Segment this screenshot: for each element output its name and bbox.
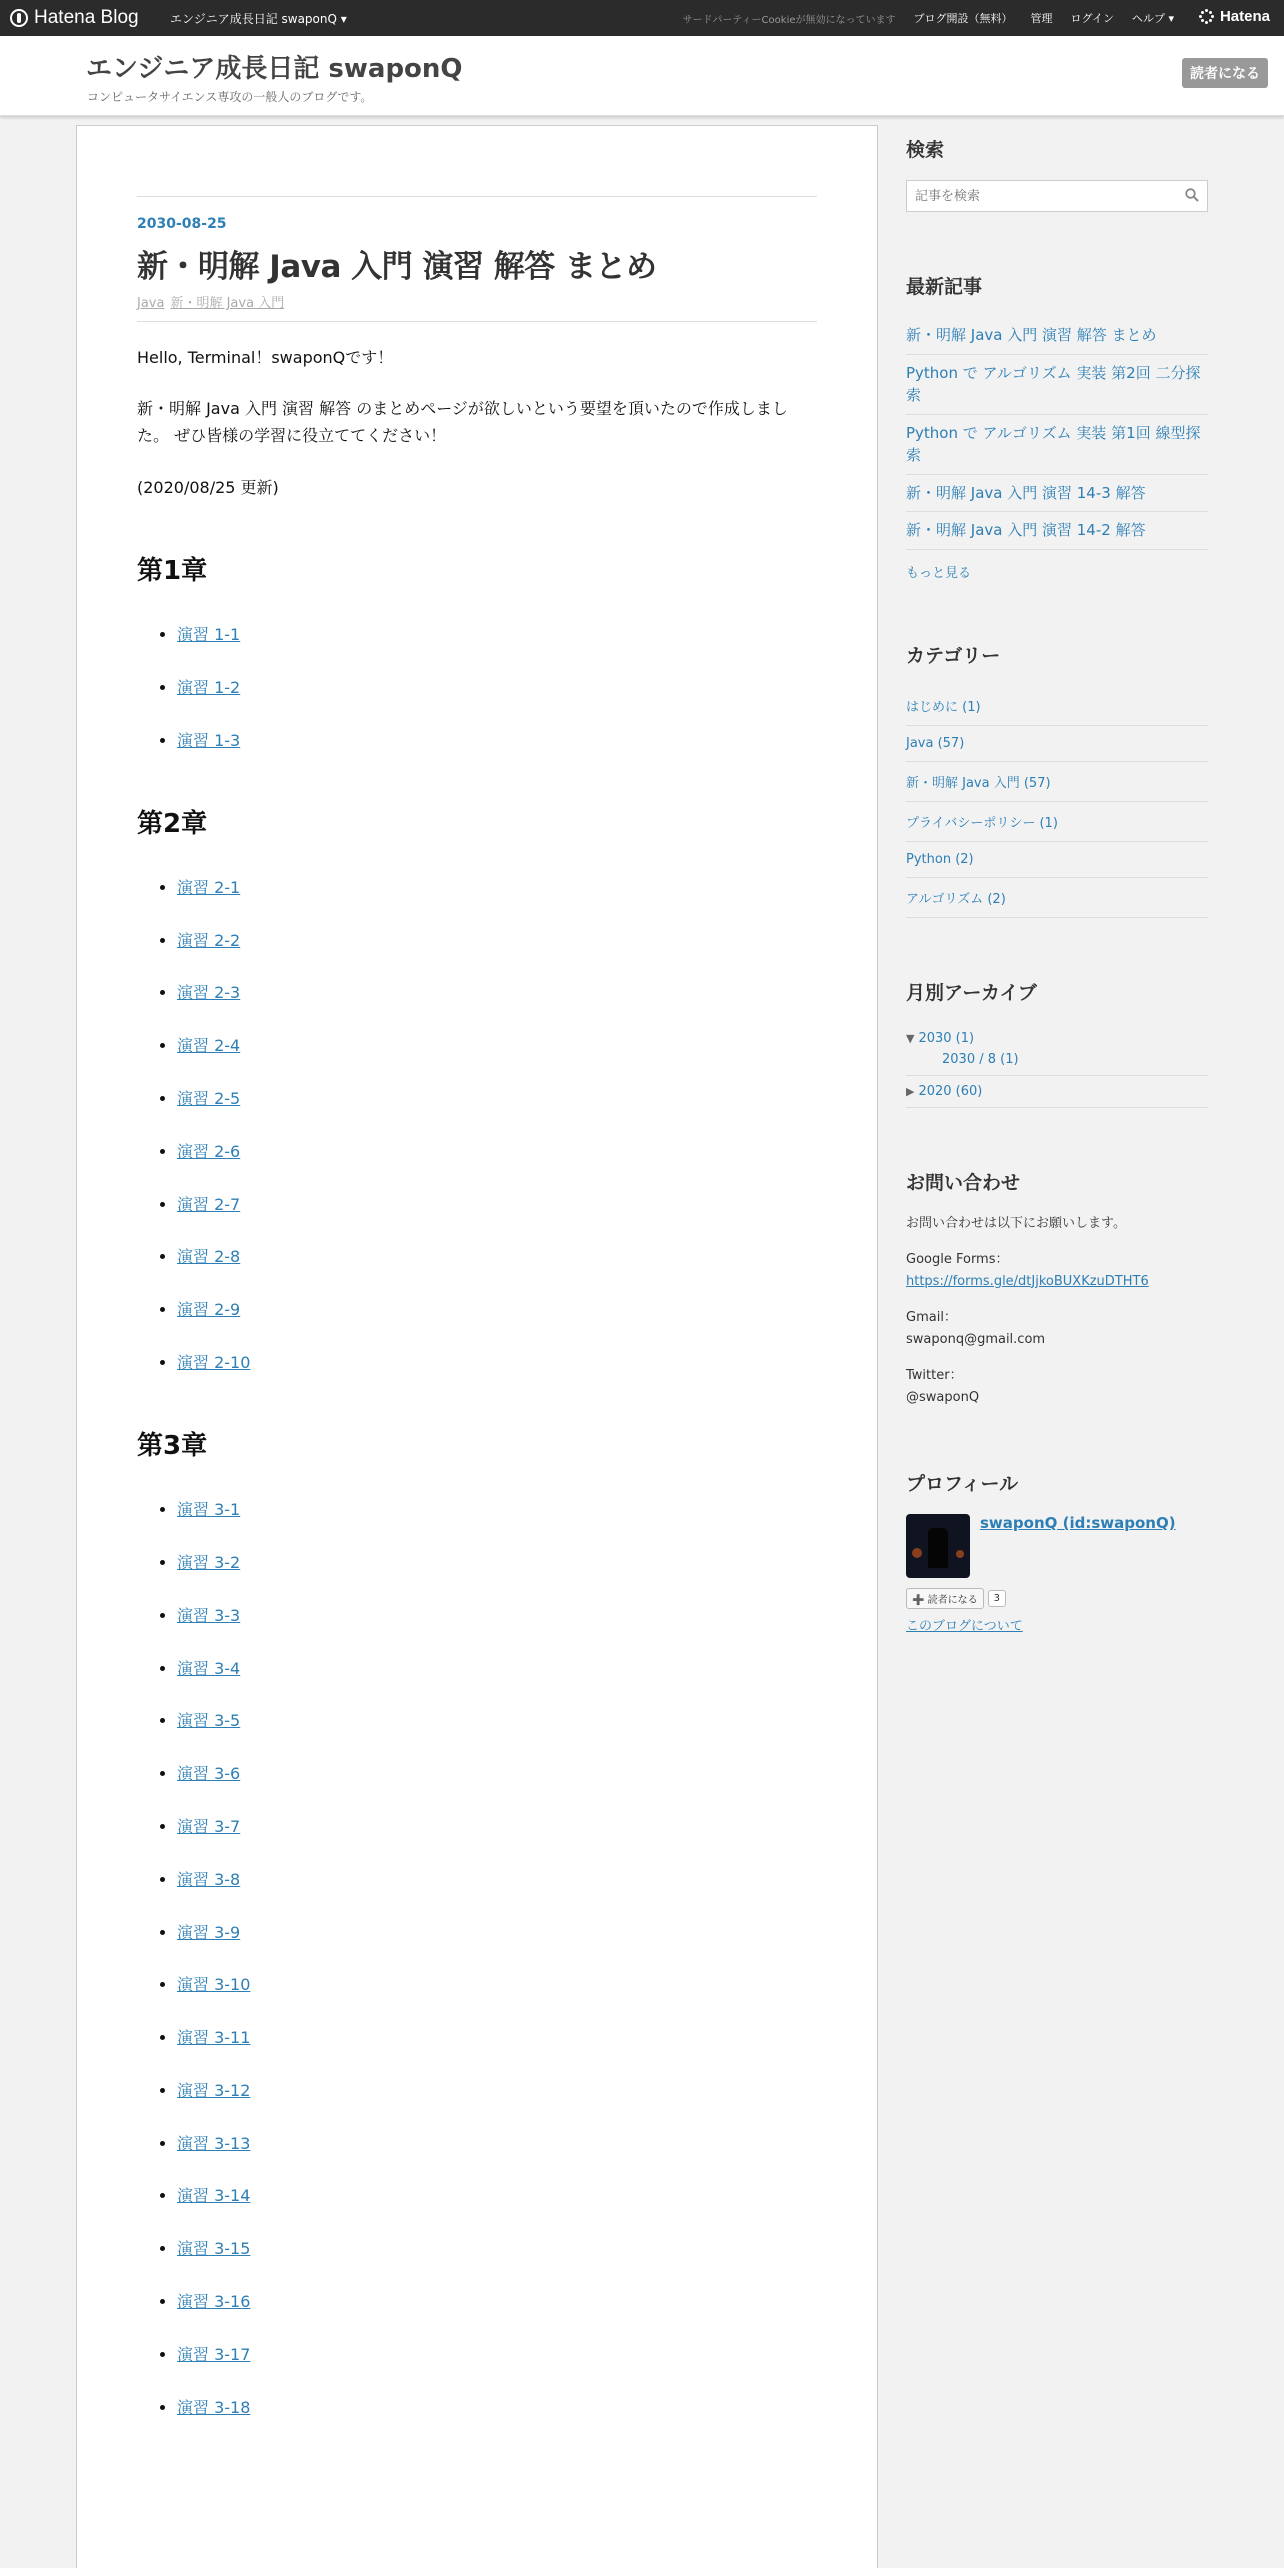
logo-text: Hatena Blog (34, 7, 139, 28)
exercise-link[interactable]: 演習 2-2 (177, 930, 241, 950)
exercise-link[interactable]: 演習 3-13 (177, 2133, 251, 2153)
exercise-link[interactable]: 演習 3-18 (177, 2397, 251, 2417)
list-item (177, 1496, 817, 1523)
blog-description: コンピュータサイエンス専攻の一般人のブログです。 (87, 90, 373, 104)
gmail-address: swaponq@gmail.com (906, 1331, 1046, 1347)
list-item (177, 1549, 817, 1576)
exercise-link[interactable]: 演習 3-17 (177, 2344, 251, 2364)
categories-module (906, 641, 1208, 918)
exercise-link[interactable]: 演習 2-6 (177, 1141, 241, 1161)
category-link-java[interactable]: Java (137, 296, 165, 311)
exercise-link[interactable]: 演習 3-8 (177, 1869, 241, 1889)
recent-link[interactable]: Python で アルゴリズム 実装 第1回 線型探索 (906, 423, 1201, 464)
category-item (906, 802, 1208, 842)
list-item (177, 1191, 817, 1218)
archive-year-2020 (906, 1076, 1208, 1108)
category-link[interactable]: はじめに (1) (906, 699, 981, 715)
profile-name-link[interactable]: swaponQ (id:swaponQ) (980, 1514, 1176, 1533)
list-item (177, 2077, 817, 2104)
entry-cats-divider (137, 321, 817, 322)
chapter-heading: 第1章 (137, 555, 208, 586)
recent-title: 最新記事 (906, 276, 983, 298)
gmail-label: Gmail： (906, 1309, 957, 1325)
list-item (177, 2394, 817, 2421)
contact-gmail (906, 1307, 1208, 1351)
list-item (177, 927, 817, 954)
list-item (177, 1760, 817, 1787)
recent-link[interactable]: 新・明解 Java 入門 演習 14-2 解答 (906, 521, 1146, 539)
forms-label: Google Forms： (906, 1251, 1009, 1267)
recent-link[interactable]: Python で アルゴリズム 実装 第2回 二分探索 (906, 363, 1201, 404)
entry-date[interactable]: 2030-08-25 (137, 216, 227, 232)
list-item (177, 1971, 817, 1998)
search-title: 検索 (906, 139, 945, 161)
exercise-link[interactable]: 演習 2-9 (177, 1300, 241, 1320)
hatena-dots-icon (1199, 9, 1215, 25)
recent-item (906, 317, 1208, 355)
contact-twitter (906, 1365, 1208, 1409)
list-item (177, 1138, 817, 1165)
archive-month-link[interactable]: 2030 / 8 (1) (942, 1051, 1019, 1067)
list-item (177, 2341, 817, 2368)
global-header (0, 0, 1284, 36)
list-item (177, 1866, 817, 1893)
archive-year-2030 (906, 1023, 1208, 1076)
chapter-heading: 第3章 (137, 1431, 208, 1462)
exercise-link[interactable]: 演習 3-12 (177, 2080, 251, 2100)
subscribe-button[interactable]: 読者になる (1182, 58, 1268, 88)
list-item (177, 2130, 817, 2157)
blog-title-band (0, 36, 1284, 116)
category-item (906, 878, 1208, 918)
recent-item (906, 475, 1208, 513)
exercise-list (137, 874, 817, 1376)
blog-title[interactable]: エンジニア成長日記 swaponQ (86, 54, 463, 84)
exercise-link[interactable]: 演習 3-5 (177, 1711, 241, 1731)
blog-menu[interactable]: エンジニア成長日記 swaponQ ▾ (170, 12, 347, 26)
recent-item (906, 355, 1208, 415)
category-item (906, 762, 1208, 802)
list-item (177, 874, 817, 901)
category-link[interactable]: Python (2) (906, 851, 974, 867)
archive-year-link[interactable]: 2030 (1) (918, 1030, 975, 1046)
updated-text: (2020/08/25 更新) (137, 477, 279, 497)
list-item (177, 1296, 817, 1323)
search-input[interactable] (907, 181, 1207, 211)
entry-divider (137, 196, 817, 197)
entry-categories (137, 292, 290, 311)
recent-item (906, 512, 1208, 550)
exercise-link[interactable]: 演習 1-1 (177, 624, 241, 644)
exercise-link[interactable]: 演習 1-3 (177, 730, 241, 750)
list-item (177, 1813, 817, 1840)
reader-count[interactable]: 3 (988, 1590, 1006, 1607)
exercise-link[interactable]: 演習 2-3 (177, 983, 241, 1003)
exercise-link[interactable]: 演習 2-7 (177, 1194, 241, 1214)
list-item (177, 1032, 817, 1059)
profile-module (906, 1469, 1208, 1634)
recent-item (906, 415, 1208, 475)
search-box (906, 180, 1208, 212)
category-item (906, 726, 1208, 762)
admin-link[interactable]: 管理 (1030, 12, 1053, 25)
profile-title: プロフィール (906, 1473, 1019, 1496)
sidebar (906, 125, 1208, 1694)
more-link[interactable]: もっと見る (906, 565, 972, 581)
article-main (76, 125, 878, 2568)
exercise-link[interactable]: 演習 3-4 (177, 1658, 241, 1678)
recent-link[interactable]: 新・明解 Java 入門 演習 14-3 解答 (906, 483, 1146, 502)
list-item (177, 674, 817, 701)
about-blog-link[interactable]: このブログについて (906, 1619, 1023, 1635)
exercise-link[interactable]: 演習 3-3 (177, 1605, 241, 1625)
search-module (906, 135, 1208, 212)
hatena-logo[interactable] (1199, 8, 1270, 25)
cookie-notice[interactable]: サードパーティーCookieが無効になっています (682, 14, 896, 26)
chapters-container (137, 549, 817, 2421)
collapsed-triangle-icon[interactable]: ▶ (906, 1084, 915, 1098)
exercise-link[interactable]: 演習 1-2 (177, 677, 241, 697)
forms-link[interactable]: https://forms.gle/dtJjkoBUXKzuDTHT6 (906, 1273, 1149, 1289)
intro-text: 新・明解 Java 入門 演習 解答 のまとめページが欲しいという要望を頂いたので作成しました。 ぜひ皆様の学習に役立ててください！ (137, 399, 788, 446)
exercise-link[interactable]: 演習 3-1 (177, 1500, 241, 1520)
contact-module (906, 1168, 1208, 1410)
exercise-link[interactable]: 演習 2-8 (177, 1247, 241, 1267)
entry-content (137, 344, 817, 2446)
category-item (906, 842, 1208, 878)
exercise-link[interactable]: 演習 2-10 (177, 1352, 251, 1372)
search-icon[interactable] (1185, 188, 1199, 202)
list-item (177, 2182, 817, 2209)
chapter-heading: 第2章 (137, 808, 208, 839)
list-item (177, 727, 817, 754)
list-item (177, 1085, 817, 1112)
list-item (177, 1707, 817, 1734)
reader-subscribe-button[interactable]: ➕ 読者になる (906, 1588, 984, 1609)
list-item (177, 2288, 817, 2315)
exercise-link[interactable]: 演習 3-16 (177, 2292, 251, 2311)
list-item (177, 1602, 817, 1629)
entry-title[interactable]: 新・明解 Java 入門 演習 解答 まとめ (137, 249, 657, 285)
category-link-shinmeikai[interactable]: 新・明解 Java 入門 (170, 296, 285, 311)
exercise-link[interactable]: 演習 2-5 (177, 1089, 241, 1108)
exercise-link[interactable]: 演習 3-10 (177, 1975, 251, 1995)
contact-title: お問い合わせ (906, 1171, 1021, 1194)
exercise-link[interactable]: 演習 3-9 (177, 1922, 241, 1942)
exercise-link[interactable]: 演習 3-14 (177, 2186, 251, 2206)
category-link[interactable]: アルゴリズム (2) (906, 891, 1006, 907)
exercise-link[interactable]: 演習 3-15 (177, 2239, 251, 2259)
category-link[interactable]: プライバシーポリシー (1) (906, 815, 1058, 831)
hatena-blog-logo[interactable] (10, 7, 139, 29)
exercise-link[interactable]: 演習 3-11 (177, 2028, 251, 2048)
list-item (177, 1243, 817, 1270)
recent-link[interactable]: 新・明解 Java 入門 演習 解答 まとめ (906, 326, 1157, 344)
archive-year-link[interactable]: 2020 (60) (918, 1083, 983, 1099)
exercise-link[interactable]: 演習 3-7 (177, 1816, 241, 1836)
twitter-handle: @swaponQ (906, 1390, 980, 1406)
list-item (177, 1919, 817, 1946)
list-item (177, 2235, 817, 2262)
contact-forms (906, 1249, 1208, 1293)
login-link[interactable]: ログイン (1070, 12, 1114, 25)
list-item (177, 1349, 817, 1376)
exercise-link[interactable]: 演習 2-4 (177, 1036, 241, 1056)
exercise-link[interactable]: 演習 3-2 (177, 1553, 241, 1573)
category-link[interactable]: Java (57) (906, 735, 965, 751)
hatena-logo-text: Hatena (1219, 8, 1270, 25)
help-menu[interactable]: ヘルプ ▾ (1131, 12, 1174, 25)
exercise-list (137, 1496, 817, 2420)
category-link[interactable]: 新・明解 Java 入門 (57) (906, 775, 1051, 791)
list-item (177, 621, 817, 648)
greeting-text: Hello, Terminal！swaponQです！ (137, 348, 394, 367)
contact-intro: お問い合わせは以下にお願いします。 (906, 1215, 1126, 1231)
list-item (177, 2024, 817, 2051)
exercise-link[interactable]: 演習 3-6 (177, 1764, 241, 1784)
list-item (177, 1655, 817, 1682)
list-item (177, 979, 817, 1006)
twitter-label: Twitter： (906, 1367, 963, 1383)
archive-module (906, 978, 1208, 1108)
open-blog-link[interactable]: ブログ開設（無料） (913, 12, 1013, 25)
exercise-link[interactable]: 演習 2-1 (177, 877, 241, 897)
archive-title: 月別アーカイブ (906, 981, 1037, 1004)
category-item (906, 686, 1208, 726)
categories-title: カテゴリー (906, 644, 1001, 667)
avatar[interactable] (906, 1514, 970, 1578)
exercise-list (137, 621, 817, 754)
recent-module (906, 272, 1208, 581)
expanded-triangle-icon[interactable]: ▼ (906, 1031, 915, 1045)
hatena-blog-icon (10, 9, 28, 27)
